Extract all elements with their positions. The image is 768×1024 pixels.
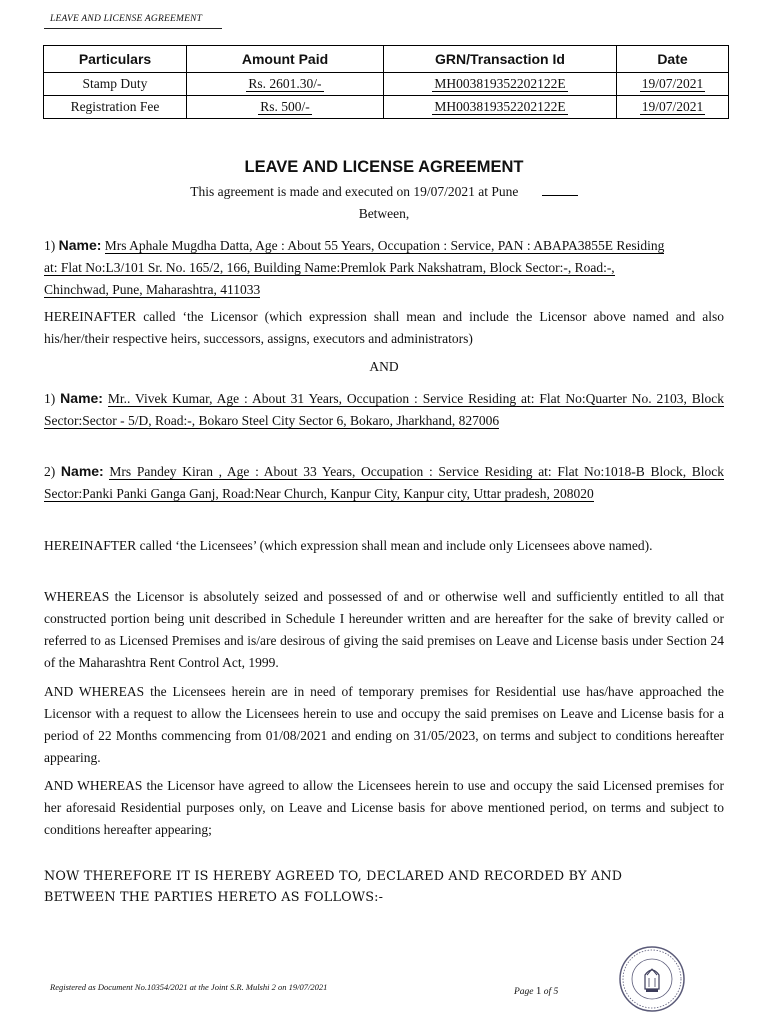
cell-grn xyxy=(384,73,617,96)
intro-blank-line xyxy=(542,195,578,196)
government-seal-icon xyxy=(618,945,686,1013)
cell-amount xyxy=(187,73,384,96)
page-total: 5 xyxy=(553,987,559,997)
amount-value: Rs. 500/- xyxy=(260,99,310,114)
fees-table xyxy=(43,45,729,119)
licensor-paragraph xyxy=(44,234,672,301)
licensee-2-paragraph xyxy=(44,460,724,505)
licensee-1-name-label: Name: xyxy=(60,390,103,406)
whereas-paragraph-1: WHEREAS the Licensor is absolutely seized and possessed of and or otherwise well and sufficiently entitled to all that constructed portion being unit described in Schedule I hereunder written and are hereafter for the sake of brevity called or referred to as Licensed Premises and is/are desirous of giving the said premises on Leave and License basis under Section 24 of the Maharashtra Rent Control Act, 1999. xyxy=(44,589,724,670)
licensees-hereinafter: HEREINAFTER called ‘the Licensees’ (which expression shall mean and include only Licensees above named). xyxy=(44,538,653,553)
header-title: LEAVE AND LICENSE AGREEMENT xyxy=(50,14,203,24)
licensee-2-number: 2) xyxy=(44,464,56,479)
date-value: 19/07/2021 xyxy=(641,76,704,91)
page-current: 1 xyxy=(535,985,542,997)
table-row xyxy=(44,96,729,119)
licensee-2-details: Mrs Pandey Kiran , Age : About 33 Years, Occupation : Service Residing at: Flat No:1018-B Block, Block Sector:Panki Panki Ganga Ganj, Road:Near Church, Kanpur City, Kanpur city, Uttar pradesh, 208020 xyxy=(44,464,724,501)
date-value: 19/07/2021 xyxy=(641,99,704,114)
whereas-paragraph-2: AND WHEREAS the Licensees herein are in need of temporary premises for Residential use has/have approached the Licensor with a request to allow the Licensees herein to use and occupy the said premises on Leave and License basis for a period of 22 Months commencing from 01/08/2021 and ending on 31/05/2023, on terms and subject to conditions hereafter appearing. xyxy=(44,684,724,765)
cell-particular: Stamp Duty xyxy=(44,73,187,96)
agreement-title: LEAVE AND LICENSE AGREEMENT xyxy=(244,158,524,176)
and-text: AND xyxy=(369,359,399,374)
amount-value: Rs. 2601.30/- xyxy=(248,76,322,91)
header-rule xyxy=(44,28,222,29)
licensor-number: 1) xyxy=(44,238,56,253)
licensee-1-details: Mr.. Vivek Kumar, Age : About 31 Years, Occupation : Service Residing at: Flat No:Quarter No. 2103, Block Sector:Sector - 5/D, Road:-, Bokaro Steel City Sector 6, Bokaro, Jharkhand, 827006 xyxy=(44,391,725,428)
registration-footer: Registered as Document No.10354/2021 at the Joint S.R. Mulshi 2 on 19/07/2021 xyxy=(50,982,328,992)
licensor-hereinafter: HEREINAFTER called ‘the Licensor (which expression shall mean and include the Licensor above named and also his/her/their respective heirs, successors, assigns, executors and administrators) xyxy=(44,309,724,346)
cell-date xyxy=(617,96,729,119)
column-header-amount-paid: Amount Paid xyxy=(187,46,384,73)
agreement-intro xyxy=(0,184,768,200)
licensor-name-label: Name: xyxy=(58,237,102,253)
intro-text: This agreement is made and executed on 19/07/2021 at Pune xyxy=(190,184,519,199)
cell-grn xyxy=(384,96,617,119)
page-of: of xyxy=(543,987,552,997)
column-header-particulars: Particulars xyxy=(44,46,187,73)
column-header-date: Date xyxy=(617,46,729,73)
licensee-1-number: 1) xyxy=(44,391,56,406)
licensor-details: Mrs Aphale Mugdha Datta, Age : About 55 Years, Occupation : Service, PAN : ABAPA3855E Residing at: Flat No:L3/101 Sr. No. 165/2, 166, Building Name:Premlok Park Nakshatram, Block Sector:-, Road:-, Chinchwad, Pune, Maharashtra, 411033 xyxy=(44,238,665,297)
cell-amount xyxy=(187,96,384,119)
now-therefore-clause: NOW THEREFORE IT IS HEREBY AGREED TO, DECLARED AND RECORDED BY AND BETWEEN THE PARTIES HERETO AS FOLLOWS:- xyxy=(44,869,623,905)
cell-date xyxy=(617,73,729,96)
page-prefix: Page xyxy=(514,987,534,997)
between-text: Between, xyxy=(358,206,410,221)
licensee-1-paragraph xyxy=(44,387,724,432)
fees-table-header-row xyxy=(44,46,729,73)
grn-value: MH003819352202122E xyxy=(434,76,566,91)
page-number xyxy=(514,985,558,997)
licensee-2-name-label: Name: xyxy=(60,463,104,479)
whereas-paragraph-3: AND WHEREAS the Licensor have agreed to allow the Licensees herein to use and occupy the said Licensed premises for her aforesaid Residential purposes only, on Leave and License basis for above mentioned period, on terms and subject to conditions hereafter appearing; xyxy=(44,778,724,837)
grn-value: MH003819352202122E xyxy=(434,99,566,114)
cell-particular: Registration Fee xyxy=(44,96,187,119)
column-header-grn: GRN/Transaction Id xyxy=(384,46,617,73)
table-row xyxy=(44,73,729,96)
